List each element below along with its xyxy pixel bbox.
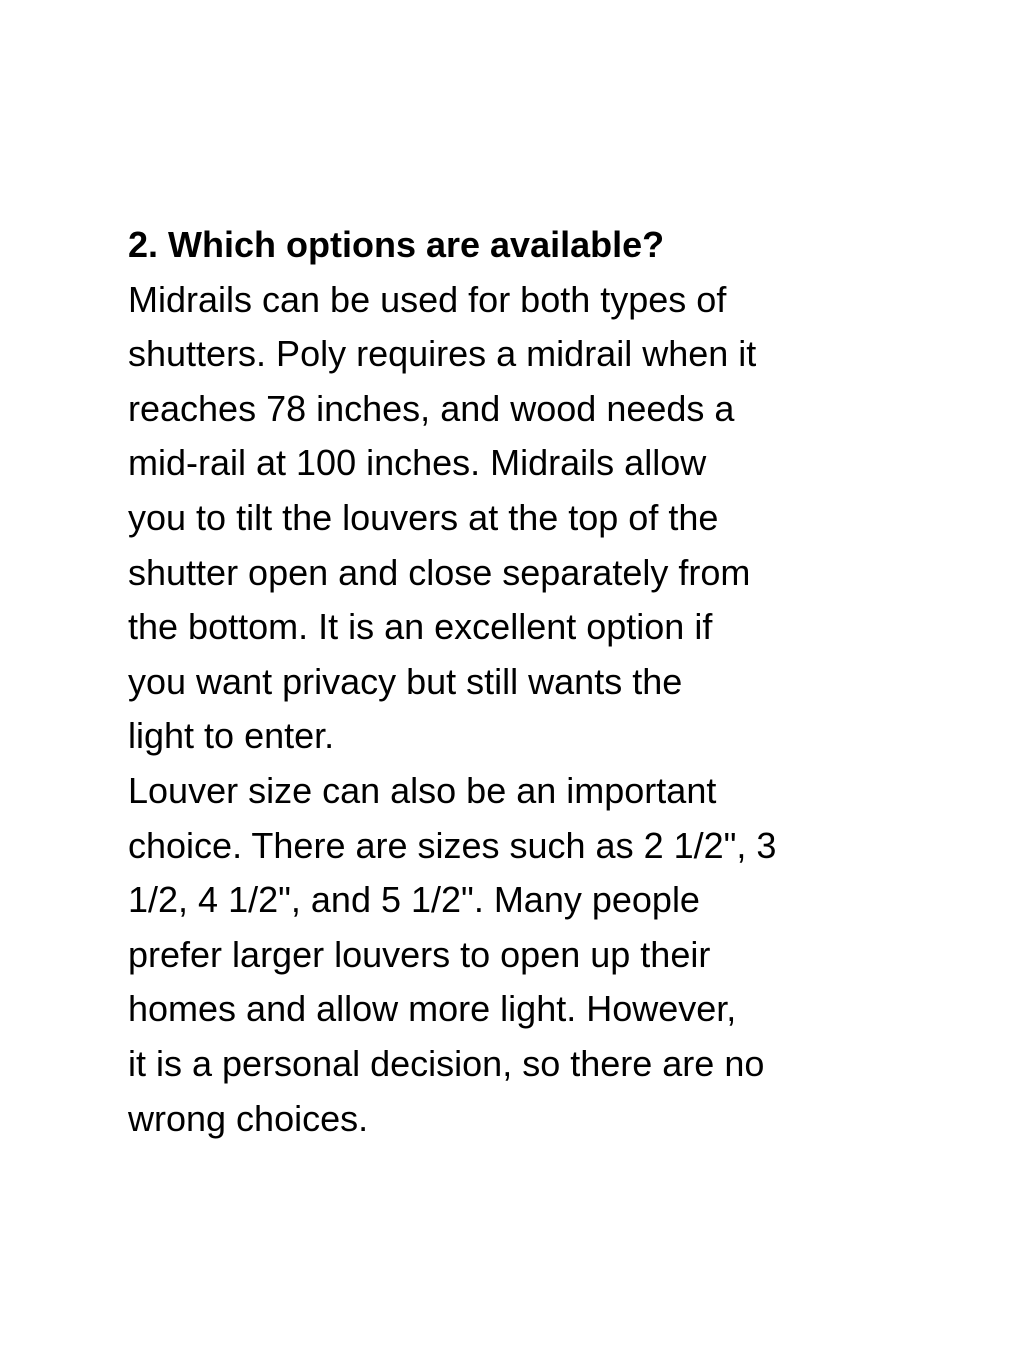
- text-line: it is a personal decision, so there are no: [128, 1042, 765, 1084]
- text-line: you to tilt the louvers at the top of the: [128, 496, 719, 538]
- text-line: 1/2, 4 1/2", and 5 1/2". Many people: [128, 879, 700, 921]
- text-line: prefer larger louvers to open up their: [128, 933, 711, 975]
- text-line: choice. There are sizes such as 2 1/2", 3: [128, 824, 777, 866]
- text-line: mid-rail at 100 inches. Midrails allow: [128, 442, 707, 484]
- text-line: Louver size can also be an important: [128, 769, 717, 811]
- text-line: you want privacy but still wants the: [128, 660, 683, 702]
- text-line: shutters. Poly requires a midrail when it: [128, 333, 757, 375]
- text-block: [128, 218, 888, 1146]
- text-line: reaches 78 inches, and wood needs a: [128, 387, 735, 429]
- text-line: wrong choices.: [128, 1097, 369, 1139]
- section-heading: 2. Which options are available?: [128, 224, 665, 265]
- text-line: Midrails can be used for both types of: [128, 278, 727, 320]
- text-line: light to enter.: [128, 715, 335, 757]
- text-line: homes and allow more light. However,: [128, 988, 737, 1030]
- text-line: shutter open and close separately from: [128, 551, 751, 593]
- text-line: the bottom. It is an excellent option if: [128, 606, 713, 648]
